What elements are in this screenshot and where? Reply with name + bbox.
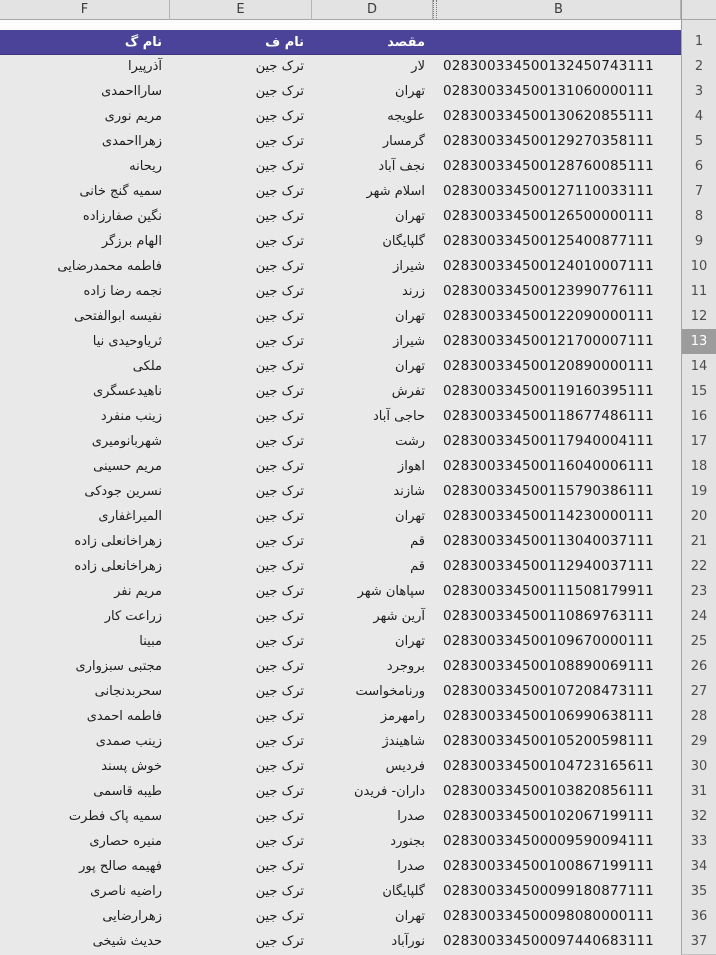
table-row [0, 829, 716, 854]
header-cell-b[interactable] [437, 29, 681, 55]
column-header-b[interactable]: B [437, 0, 681, 20]
row-number[interactable]: 4 [681, 104, 716, 130]
cell-destination[interactable]: علویجه [387, 109, 425, 124]
table-row [0, 204, 716, 229]
row-number[interactable]: 21 [681, 529, 716, 555]
cell-tracking-number[interactable]: 028300334500130620855111 [443, 108, 654, 124]
cell-first-name[interactable]: ترک جین [255, 634, 304, 649]
pane-divider-band [0, 20, 681, 29]
table-row [0, 679, 716, 704]
row-number[interactable]: 14 [681, 354, 716, 380]
cell-first-name[interactable]: ترک جین [255, 234, 304, 249]
cell-first-name[interactable]: ترک جین [255, 434, 304, 449]
row-number[interactable]: 27 [681, 679, 716, 705]
row-number[interactable]: 3 [681, 79, 716, 105]
table-row [0, 154, 716, 179]
table-row [0, 354, 716, 379]
cell-destination[interactable]: اسلام شهر [366, 184, 425, 199]
cell-tracking-number[interactable]: 028300334500125400877111 [443, 233, 654, 249]
row-number[interactable]: 26 [681, 654, 716, 680]
cell-first-name[interactable]: ترک جین [255, 559, 304, 574]
table-row [0, 854, 716, 879]
row-number[interactable]: 37 [681, 929, 716, 955]
cell-tracking-number[interactable]: 028300334500120890000111 [443, 358, 654, 374]
cell-destination[interactable]: تهران [395, 509, 425, 524]
table-row [0, 79, 716, 104]
cell-tracking-number[interactable]: 028300334500115790386111 [443, 483, 654, 499]
cell-destination[interactable]: داران- فریدن [353, 784, 425, 799]
column-header-f[interactable]: F [0, 0, 170, 20]
row-number[interactable]: 2 [681, 54, 716, 80]
cell-tracking-number[interactable]: 028300334500123990776111 [443, 283, 654, 299]
cell-tracking-number[interactable]: 028300334500127110033111 [443, 183, 654, 199]
header-cell-f[interactable]: نام گ [0, 29, 170, 55]
row-number[interactable]: 19 [681, 479, 716, 505]
row-number[interactable]: 5 [681, 129, 716, 155]
cell-last-name[interactable]: ناهیدعسگری [92, 384, 162, 399]
row-number[interactable]: 12 [681, 304, 716, 330]
cell-destination[interactable]: بجنورد [390, 834, 425, 849]
cell-last-name[interactable]: فاطمه احمدی [86, 709, 162, 724]
cell-tracking-number[interactable]: 028300334500097440683111 [443, 933, 654, 949]
row-number[interactable]: 20 [681, 504, 716, 530]
cell-tracking-number[interactable]: 028300334500009590094111 [443, 833, 654, 849]
cell-first-name[interactable]: ترک جین [255, 384, 304, 399]
table-row [0, 229, 716, 254]
cell-first-name[interactable]: ترک جین [255, 159, 304, 174]
row-number[interactable]: 7 [681, 179, 716, 205]
table-row [0, 104, 716, 129]
table-row [0, 429, 716, 454]
row-number[interactable]: 10 [681, 254, 716, 280]
cell-destination[interactable]: زرند [402, 284, 425, 299]
row-number[interactable]: 22 [681, 554, 716, 580]
table-row [0, 479, 716, 504]
cell-last-name[interactable]: منیره حصاری [89, 834, 162, 849]
cell-last-name[interactable]: نجمه رضا زاده [83, 284, 162, 299]
cell-last-name[interactable]: مبینا [139, 634, 162, 649]
cell-destination[interactable]: شیراز [393, 259, 425, 274]
cell-last-name[interactable]: ریحانه [129, 159, 162, 174]
table-row [0, 304, 716, 329]
table-header-row [0, 29, 716, 54]
cell-first-name[interactable]: ترک جین [255, 909, 304, 924]
table-row [0, 704, 716, 729]
cell-first-name[interactable]: ترک جین [255, 509, 304, 524]
cell-last-name[interactable]: زهراخانعلی زاده [74, 559, 162, 574]
column-header-strip [0, 0, 716, 20]
cell-last-name[interactable]: زهراخانعلی زاده [74, 534, 162, 549]
cell-last-name[interactable]: مریم نفر [114, 584, 162, 599]
row-number[interactable]: 36 [681, 904, 716, 930]
cell-first-name[interactable]: ترک جین [255, 859, 304, 874]
cell-destination[interactable]: نجف آباد [378, 159, 425, 174]
cell-last-name[interactable]: زراعت کار [104, 609, 162, 624]
cell-first-name[interactable]: ترک جین [255, 209, 304, 224]
cell-first-name[interactable]: ترک جین [255, 309, 304, 324]
cell-first-name[interactable]: ترک جین [255, 784, 304, 799]
cell-tracking-number[interactable]: 028300334500124010007111 [443, 258, 654, 274]
cell-destination[interactable]: تهران [395, 209, 425, 224]
row-number[interactable]: 28 [681, 704, 716, 730]
cell-first-name[interactable]: ترک جین [255, 184, 304, 199]
cell-first-name[interactable]: ترک جین [255, 934, 304, 949]
cell-last-name[interactable]: خوش پسند [101, 759, 162, 774]
cell-first-name[interactable]: ترک جین [255, 834, 304, 849]
cell-last-name[interactable]: زینب منفرد [100, 409, 162, 424]
cell-destination[interactable]: تهران [395, 634, 425, 649]
table-row [0, 129, 716, 154]
row-number[interactable]: 18 [681, 454, 716, 480]
cell-destination[interactable]: اهواز [397, 459, 425, 474]
cell-destination[interactable]: صدرا [397, 809, 425, 824]
cell-tracking-number[interactable]: 028300334500131060000111 [443, 83, 654, 99]
table-row [0, 604, 716, 629]
data-rows [0, 54, 716, 954]
cell-destination[interactable]: بروجرد [386, 659, 425, 674]
table-row [0, 504, 716, 529]
cell-destination[interactable]: تهران [395, 84, 425, 99]
cell-destination[interactable]: تهران [395, 309, 425, 324]
table-row [0, 779, 716, 804]
table-row [0, 329, 716, 354]
row-number[interactable]: 33 [681, 829, 716, 855]
cell-destination[interactable]: قم [410, 559, 425, 574]
row-number[interactable]: 24 [681, 604, 716, 630]
cell-tracking-number[interactable]: 028300334500122090000111 [443, 308, 654, 324]
cell-first-name[interactable]: ترک جین [255, 709, 304, 724]
table-row [0, 454, 716, 479]
cell-last-name[interactable]: سمیه پاک فطرت [68, 809, 162, 824]
row-number[interactable]: 23 [681, 579, 716, 605]
cell-first-name[interactable]: ترک جین [255, 734, 304, 749]
cell-tracking-number[interactable]: 028300334500109670000111 [443, 633, 654, 649]
table-row [0, 404, 716, 429]
cell-destination[interactable]: حاجی آباد [373, 409, 425, 424]
cell-last-name[interactable]: راضیه ناصری [90, 884, 162, 899]
cell-last-name[interactable]: مریم نوری [104, 109, 162, 124]
cell-last-name[interactable]: طیبه قاسمی [93, 784, 162, 799]
cell-tracking-number[interactable]: 028300334500121700007111 [443, 333, 654, 349]
cell-last-name[interactable]: سحربدنجانی [94, 684, 162, 699]
cell-first-name[interactable]: ترک جین [255, 584, 304, 599]
cell-tracking-number[interactable]: 028300334500110869763111 [443, 608, 654, 624]
cell-first-name[interactable]: ترک جین [255, 884, 304, 899]
row-number[interactable]: 15 [681, 379, 716, 405]
pane-divider [0, 20, 716, 29]
cell-last-name[interactable]: آذرپیرا [127, 59, 162, 74]
table-row [0, 754, 716, 779]
cell-first-name[interactable]: ترک جین [255, 134, 304, 149]
cell-last-name[interactable]: مجتبی سبزواری [75, 659, 162, 674]
cell-destination[interactable]: فردیس [385, 759, 425, 774]
cell-tracking-number[interactable]: 028300334500111508179911 [443, 583, 654, 599]
header-cell-e[interactable]: نام ف [170, 29, 312, 55]
cell-first-name[interactable]: ترک جین [255, 284, 304, 299]
cell-destination[interactable]: لار [411, 59, 425, 74]
cell-tracking-number[interactable]: 028300334500108890069111 [443, 658, 654, 674]
row-number[interactable]: 35 [681, 879, 716, 905]
table-row [0, 254, 716, 279]
cell-last-name[interactable]: سمیه گنج خانی [79, 184, 162, 199]
cell-tracking-number[interactable]: 028300334500102067199111 [443, 808, 654, 824]
row-number[interactable]: 11 [681, 279, 716, 305]
cell-last-name[interactable]: سارااحمدی [101, 84, 162, 99]
cell-destination[interactable]: گلپایگان [382, 884, 425, 899]
cell-first-name[interactable]: ترک جین [255, 84, 304, 99]
select-all-corner[interactable] [681, 0, 716, 20]
cell-last-name[interactable]: حدیث شیخی [92, 934, 162, 949]
cell-last-name[interactable]: زینب صمدی [95, 734, 162, 749]
cell-first-name[interactable]: ترک جین [255, 259, 304, 274]
cell-last-name[interactable]: نسرین جودکی [84, 484, 162, 499]
pane-divider-corner [681, 20, 716, 29]
cell-destination[interactable]: شیراز [393, 334, 425, 349]
cell-first-name[interactable]: ترک جین [255, 59, 304, 74]
row-number[interactable]: 32 [681, 804, 716, 830]
table-row [0, 579, 716, 604]
row-number[interactable]: 1 [681, 29, 716, 55]
cell-destination[interactable]: قم [410, 534, 425, 549]
cell-first-name[interactable]: ترک جین [255, 759, 304, 774]
cell-tracking-number[interactable]: 028300334500107208473111 [443, 683, 654, 699]
cell-tracking-number[interactable]: 028300334500114230000111 [443, 508, 654, 524]
cell-first-name[interactable]: ترک جین [255, 809, 304, 824]
table-row [0, 654, 716, 679]
cell-first-name[interactable]: ترک جین [255, 484, 304, 499]
table-row [0, 904, 716, 929]
row-number[interactable]: 30 [681, 754, 716, 780]
cell-destination[interactable]: گلپایگان [382, 234, 425, 249]
cell-tracking-number[interactable]: 028300334500098080000111 [443, 908, 654, 924]
cell-first-name[interactable]: ترک جین [255, 659, 304, 674]
table-row [0, 279, 716, 304]
column-header-d[interactable]: D [312, 0, 433, 20]
cell-destination[interactable]: رشت [395, 434, 425, 449]
table-row [0, 179, 716, 204]
cell-first-name[interactable]: ترک جین [255, 409, 304, 424]
cell-tracking-number[interactable]: 028300334500119160395111 [443, 383, 654, 399]
cell-tracking-number[interactable]: 028300334500117940004111 [443, 433, 654, 449]
cell-last-name[interactable]: زهرارضایی [102, 909, 162, 924]
row-number[interactable]: 16 [681, 404, 716, 430]
cell-destination[interactable]: شازند [393, 484, 425, 499]
cell-last-name[interactable]: مریم حسینی [93, 459, 162, 474]
cell-tracking-number[interactable]: 028300334500106990638111 [443, 708, 654, 724]
header-cell-d[interactable]: مقصد [312, 29, 433, 55]
cell-last-name[interactable]: الهام برزگر [101, 234, 162, 249]
row-number[interactable]: 25 [681, 629, 716, 655]
cell-tracking-number[interactable]: 028300334500099180877111 [443, 883, 654, 899]
cell-first-name[interactable]: ترک جین [255, 609, 304, 624]
cell-tracking-number[interactable]: 028300334500112940037111 [443, 558, 654, 574]
row-number[interactable]: 9 [681, 229, 716, 255]
cell-first-name[interactable]: ترک جین [255, 109, 304, 124]
cell-last-name[interactable]: نگین صفارزاده [82, 209, 162, 224]
cell-tracking-number[interactable]: 028300334500126500000111 [443, 208, 654, 224]
table-row [0, 729, 716, 754]
cell-last-name[interactable]: شهربانومیری [91, 434, 162, 449]
cell-last-name[interactable]: المیراغفاری [98, 509, 162, 524]
table-row [0, 804, 716, 829]
row-number[interactable]: 34 [681, 854, 716, 880]
cell-last-name[interactable]: زهرااحمدی [101, 134, 162, 149]
table-row [0, 529, 716, 554]
cell-last-name[interactable]: ثریاوحیدی نیا [92, 334, 162, 349]
cell-destination[interactable]: رامهرمز [380, 709, 425, 724]
table-row [0, 629, 716, 654]
cell-destination[interactable]: تهران [395, 909, 425, 924]
cell-destination[interactable]: آرین شهر [373, 609, 425, 624]
cell-destination[interactable]: تهران [395, 359, 425, 374]
row-number[interactable]: 17 [681, 429, 716, 455]
row-number[interactable]: 8 [681, 204, 716, 230]
cell-destination[interactable]: صدرا [397, 859, 425, 874]
table-row [0, 54, 716, 79]
cell-tracking-number[interactable]: 028300334500132450743111 [443, 58, 654, 74]
cell-tracking-number[interactable]: 028300334500104723165611 [443, 758, 654, 774]
cell-destination[interactable]: ورنامخواست [355, 684, 425, 699]
cell-destination[interactable]: گرمسار [382, 134, 425, 149]
cell-first-name[interactable]: ترک جین [255, 359, 304, 374]
cell-tracking-number[interactable]: 028300334500116040006111 [443, 458, 654, 474]
row-number[interactable]: 31 [681, 779, 716, 805]
cell-last-name[interactable]: نفیسه ابوالفتحی [73, 309, 162, 324]
cell-tracking-number[interactable]: 028300334500103820856111 [443, 783, 654, 799]
table-row [0, 879, 716, 904]
cell-destination[interactable]: نورآباد [391, 934, 425, 949]
table-row [0, 554, 716, 579]
cell-first-name[interactable]: ترک جین [255, 534, 304, 549]
cell-tracking-number[interactable]: 028300334500129270358111 [443, 133, 654, 149]
column-header-e[interactable]: E [170, 0, 312, 20]
cell-tracking-number[interactable]: 028300334500105200598111 [443, 733, 654, 749]
row-number[interactable]: 13 [681, 329, 716, 355]
row-number[interactable]: 29 [681, 729, 716, 755]
cell-tracking-number[interactable]: 028300334500128760085111 [443, 158, 654, 174]
cell-first-name[interactable]: ترک جین [255, 334, 304, 349]
cell-first-name[interactable]: ترک جین [255, 684, 304, 699]
cell-tracking-number[interactable]: 028300334500100867199111 [443, 858, 654, 874]
cell-tracking-number[interactable]: 028300334500118677486111 [443, 408, 654, 424]
table-row [0, 379, 716, 404]
cell-tracking-number[interactable]: 028300334500113040037111 [443, 533, 654, 549]
row-number[interactable]: 6 [681, 154, 716, 180]
cell-destination[interactable]: تفرش [391, 384, 425, 399]
cell-destination[interactable]: شاهیندژ [382, 734, 425, 749]
table-row [0, 929, 716, 954]
cell-last-name[interactable]: فهیمه صالح پور [79, 859, 162, 874]
cell-first-name[interactable]: ترک جین [255, 459, 304, 474]
cell-last-name[interactable]: ملکی [132, 359, 162, 374]
cell-destination[interactable]: سپاهان شهر [357, 584, 425, 599]
cell-last-name[interactable]: فاطمه محمدرضایی [57, 259, 162, 274]
